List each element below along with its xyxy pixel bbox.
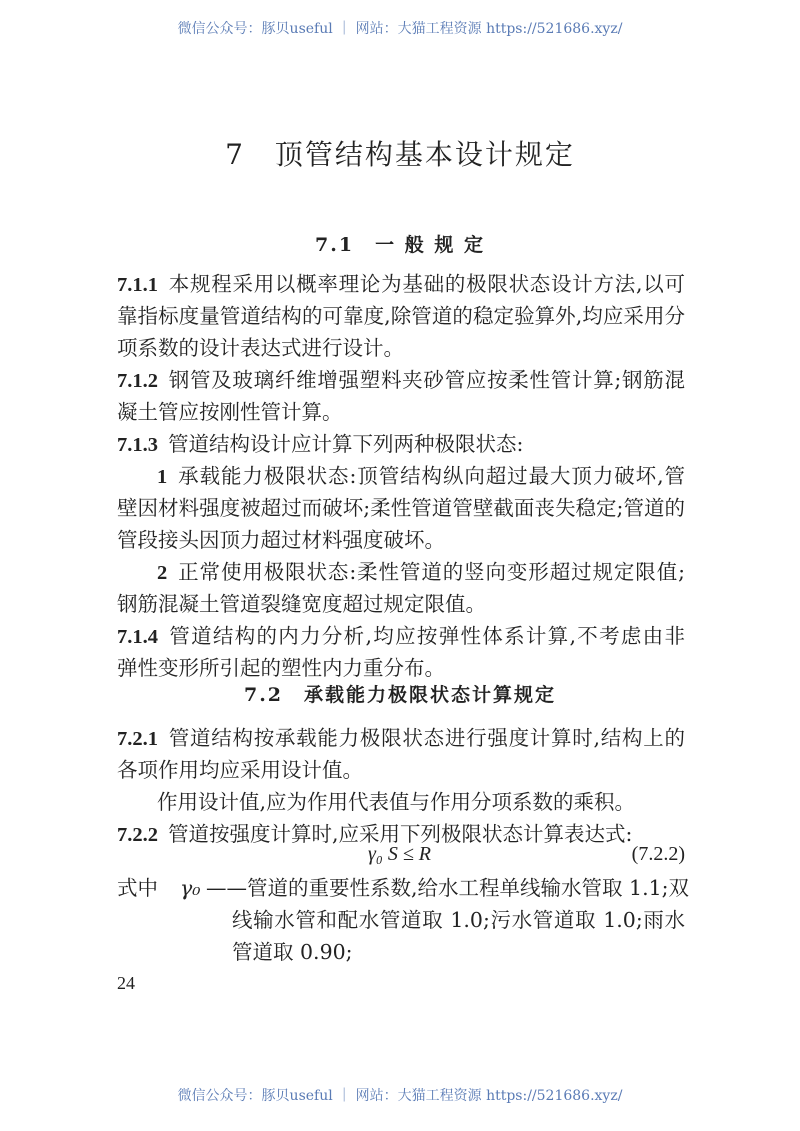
item-2 — [157, 558, 685, 587]
text-line: 正常使用极限状态:柔性管道的竖向变形超过规定限值; — [177, 560, 685, 584]
text-line: 管段接头因顶力超过材料强度破坏。 — [117, 528, 445, 552]
watermark-top: 微信公众号：豚贝useful ｜ 网站：大猫工程资源 https://521686.xyz/ — [177, 21, 623, 37]
item-number: 2 — [157, 562, 168, 584]
formula: γ₀ S ≤ R — [368, 843, 432, 865]
chapter-title: 7 顶管结构基本设计规定 — [225, 138, 575, 171]
where-label: 式中 — [117, 876, 158, 900]
text-line: 管道结构的内力分析,均应按弹性体系计算,不考虑由非 — [168, 624, 685, 648]
clause-7-1-1 — [117, 270, 685, 299]
text-line: 各项作用均应采用设计值。 — [117, 758, 363, 782]
watermark-bottom: 微信公众号：豚贝useful ｜ 网站：大猫工程资源 https://521686.xyz/ — [177, 1088, 623, 1104]
clause-number: 7.1.1 — [117, 274, 158, 296]
clause-number: 7.1.3 — [117, 434, 158, 456]
text-line: 本规程采用以概率理论为基础的极限状态设计方法,以可 — [168, 272, 685, 296]
section-heading-7-1: 7.1 一 般 规 定 — [315, 234, 485, 256]
clause-number: 7.2.1 — [117, 728, 158, 750]
text-line: 承载能力极限状态:顶管结构纵向超过最大顶力破坏,管 — [177, 464, 685, 488]
text-line: 钢管及玻璃纤维增强塑料夹砂管应按柔性管计算;钢筋混 — [168, 368, 685, 392]
text-line: 项系数的设计表达式进行设计。 — [117, 336, 404, 360]
clause-number: 7.1.4 — [117, 626, 158, 648]
item-1 — [157, 462, 685, 491]
text-line: 管道结构设计应计算下列两种极限状态: — [168, 432, 524, 456]
text-line: 壁因材料强度被超过而破坏;柔性管道管壁截面丧失稳定;管道的 — [117, 496, 685, 520]
clause-7-1-4 — [117, 622, 685, 651]
page-number: 24 — [117, 973, 135, 993]
clause-number: 7.1.2 — [117, 370, 158, 392]
clause-number: 7.2.2 — [117, 824, 158, 846]
text-line: 作用设计值,应为作用代表值与作用分项系数的乘积。 — [157, 790, 636, 814]
where-symbol: γ₀ — [180, 876, 201, 900]
clause-7-2-1 — [117, 724, 685, 753]
text-line: 管道结构按承载能力极限状态进行强度计算时,结构上的 — [168, 726, 685, 750]
text-line: 凝土管应按刚性管计算。 — [117, 400, 343, 424]
item-number: 1 — [157, 466, 168, 488]
where-definition: 线输水管和配水管道取 1.0;污水管道取 1.0;雨水 — [232, 908, 685, 932]
section-heading-7-2: 7.2 承载能力极限状态计算规定 — [243, 684, 557, 706]
clause-7-1-3 — [117, 430, 685, 459]
equation-number: (7.2.2) — [631, 843, 685, 865]
where-definition: ——管道的重要性系数,给水工程单线输水管取 1.1;双 — [206, 876, 690, 900]
text-line: 管道按强度计算时,应采用下列极限状态计算表达式: — [168, 822, 633, 846]
clause-7-1-2 — [117, 366, 685, 395]
text-line: 弹性变形所引起的塑性内力重分布。 — [117, 656, 445, 680]
text-line: 靠指标度量管道结构的可靠度,除管道的稳定验算外,均应采用分 — [117, 304, 685, 328]
text-line: 钢筋混凝土管道裂缝宽度超过规定限值。 — [117, 592, 486, 616]
where-definition: 管道取 0.90; — [232, 940, 353, 964]
